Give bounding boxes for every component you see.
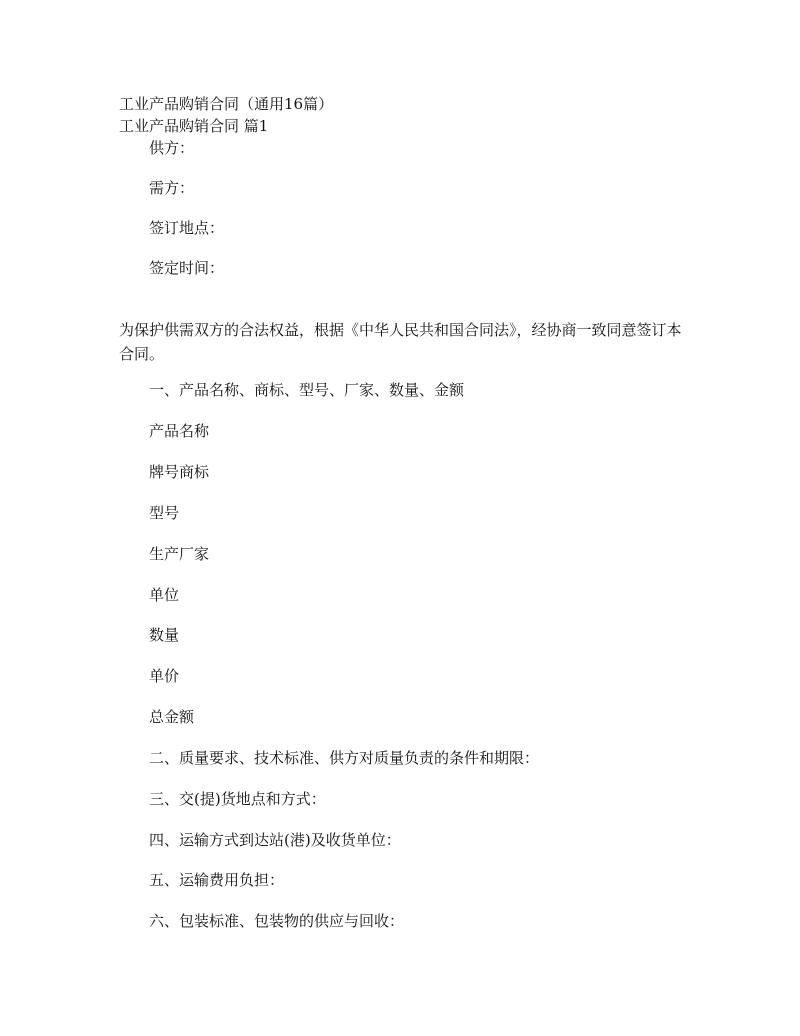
document-subtitle: 工业产品购销合同 篇1 xyxy=(119,117,269,135)
item-unit: 单位 xyxy=(149,586,180,604)
document-title: 工业产品购销合同（通用16篇） xyxy=(119,95,334,113)
item-model: 型号 xyxy=(149,504,180,522)
section-heading-5: 五、运输费用负担： xyxy=(149,871,285,889)
item-manufacturer: 生产厂家 xyxy=(149,545,210,563)
section-heading-1: 一、产品名称、商标、型号、厂家、数量、金额 xyxy=(149,381,465,399)
item-unit-price: 单价 xyxy=(149,667,180,685)
section-heading-4: 四、运输方式到达站(港)及收货单位： xyxy=(149,831,401,849)
field-buyer: 需方： xyxy=(149,179,195,197)
item-brand: 牌号商标 xyxy=(149,463,210,481)
item-product-name: 产品名称 xyxy=(149,422,210,440)
item-quantity: 数量 xyxy=(149,626,180,644)
section-heading-3: 三、交(提)货地点和方式： xyxy=(149,790,326,808)
section-heading-2: 二、质量要求、技术标准、供方对质量负责的条件和期限： xyxy=(149,749,540,767)
item-total-amount: 总金额 xyxy=(149,708,195,726)
field-sign-time: 签定时间： xyxy=(149,259,225,277)
field-sign-place: 签订地点： xyxy=(149,219,225,237)
intro-paragraph: 为保护供需双方的合法权益，根据《中华人民共和国合同法》，经协商一致同意签订本合同。 xyxy=(119,321,682,363)
field-supplier: 供方： xyxy=(149,139,195,157)
section-heading-6: 六、包装标准、包装物的供应与回收： xyxy=(149,912,405,930)
